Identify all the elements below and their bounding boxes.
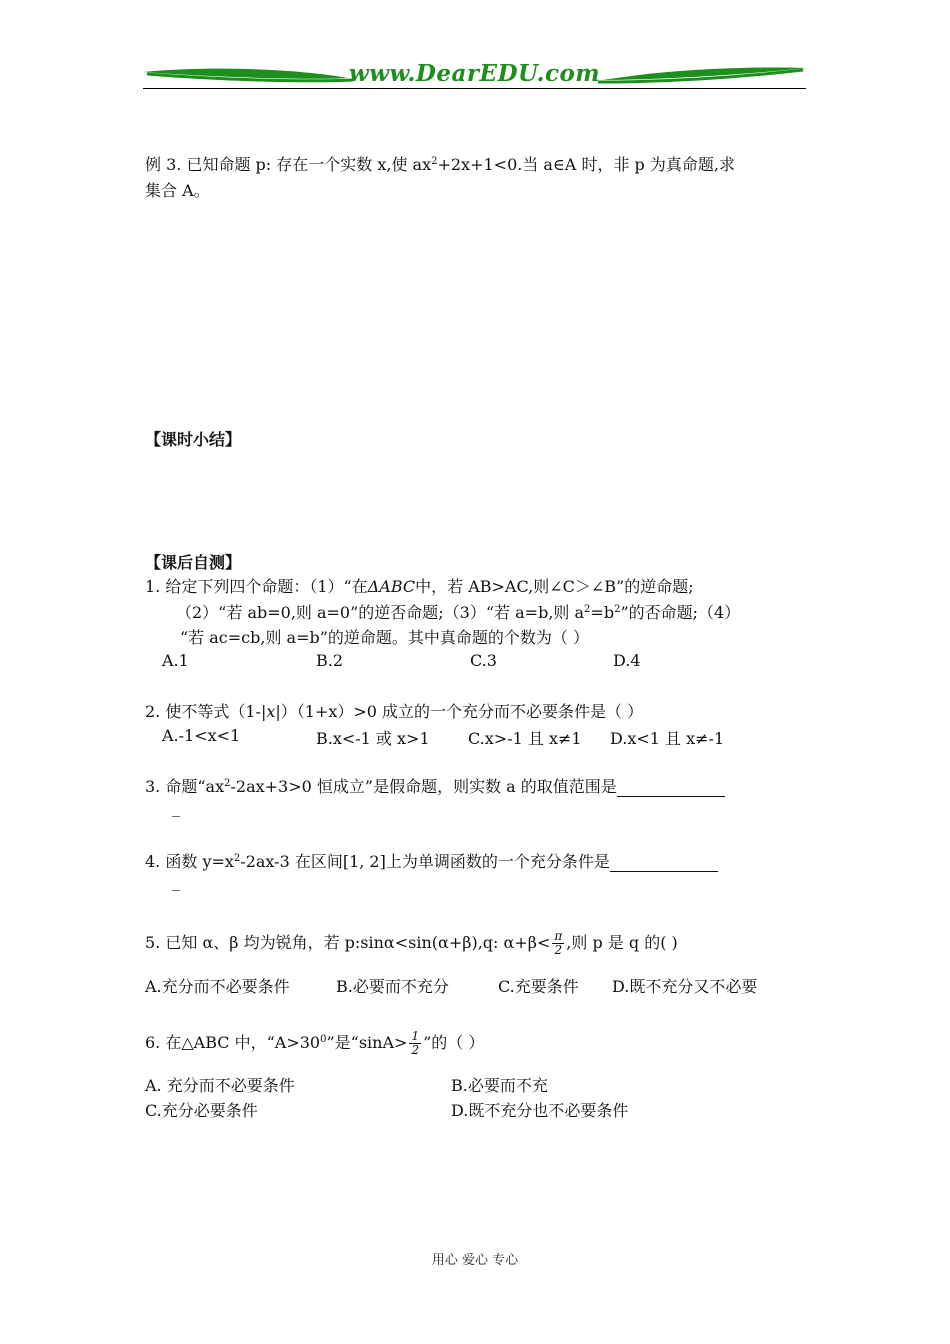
- q1-option-c: C.3: [470, 651, 497, 670]
- q6-option-c: C.充分必要条件: [145, 1101, 258, 1120]
- q4-line2: _: [172, 872, 180, 891]
- q1-option-b: B.2: [316, 651, 344, 670]
- q6-fraction: $\frac{1}{2}$: [411, 1029, 420, 1057]
- footer-text: 用心 爱心 专心: [431, 1253, 519, 1268]
- q6-line1: 6. 在△ABC 中，“$A>30^0$”是“sinA> $\frac{1}{2}$ ”的（ ）: [145, 1029, 485, 1057]
- q2-line1: 2. 使不等式（1-|x|）（1+x）>0 成立的一个充分而不必要条件是（ ）: [145, 702, 644, 721]
- header-divider: [143, 88, 806, 89]
- q1-option-d: D.4: [613, 651, 641, 670]
- q6-option-d: D.既不充分也不必要条件: [451, 1101, 629, 1120]
- q5-line1: 5. 已知 α、β 均为锐角，若 p:sinα<sin(α+β),q: α+β< $\frac{\pi}{2}$ ,则 p 是 q 的( ): [145, 929, 678, 957]
- logo-text[interactable]: www.DearEDU.com: [348, 60, 601, 87]
- selftest-title: 【课后自测】: [145, 553, 242, 572]
- q5-option-a: A.充分而不必要条件: [145, 977, 290, 996]
- q5-option-b: B.必要而不充分: [336, 977, 449, 996]
- example3-line2: 集合 A。: [145, 181, 210, 200]
- q6-option-b: B.必要而不充: [451, 1076, 548, 1095]
- q3-answer-blank[interactable]: [617, 782, 725, 797]
- q2-option-b: B.x<-1 或 x>1: [316, 729, 430, 748]
- q1-line1: 1. 给定下列四个命题：（1）“在ΔABC中，若 AB>AC,则∠C＞∠B”的逆命题;: [145, 577, 694, 596]
- q5-option-d: D.既不充分又不必要: [612, 977, 758, 996]
- q1-line3: “若 ac=cb,则 a=b”的逆命题。其中真命题的个数为（ ）: [180, 628, 590, 647]
- q5-fraction: $\frac{\pi}{2}$: [554, 929, 563, 957]
- q6-option-a: A. 充分而不必要条件: [145, 1076, 295, 1095]
- q5-option-c: C.充要条件: [498, 977, 579, 996]
- q4-line1: 4. 函数 $y=x^2-2ax-3$ 在区间[1, 2]上为单调函数的一个充分条件是: [145, 849, 718, 872]
- q2-option-c: C.x>-1 且 x≠1: [468, 729, 582, 748]
- q2-option-a: A.-1<x<1: [162, 726, 241, 745]
- q2-option-d: D.x<1 且 x≠-1: [610, 729, 725, 748]
- summary-title: 【课时小结】: [145, 430, 242, 449]
- q3-line1: 3. 命题“$ax^2-2ax+3>0$ 恒成立”是假命题，则实数 a 的取值范围是: [145, 774, 725, 797]
- q1-line2: （2）“若 ab=0,则 a=0”的逆否命题;（3）“若 a=b,则 $a^2=b^2$”的否命题;（4）: [176, 603, 741, 622]
- q4-answer-blank[interactable]: [610, 857, 718, 872]
- q1-option-a: A.1: [162, 651, 189, 670]
- example3-line1: 例 3. 已知命题 p: 存在一个实数 x,使 $ax^2+2x+1<0$.当 a∈A 时，非 p 为真命题,求: [145, 155, 735, 174]
- q3-line2: _: [172, 798, 180, 817]
